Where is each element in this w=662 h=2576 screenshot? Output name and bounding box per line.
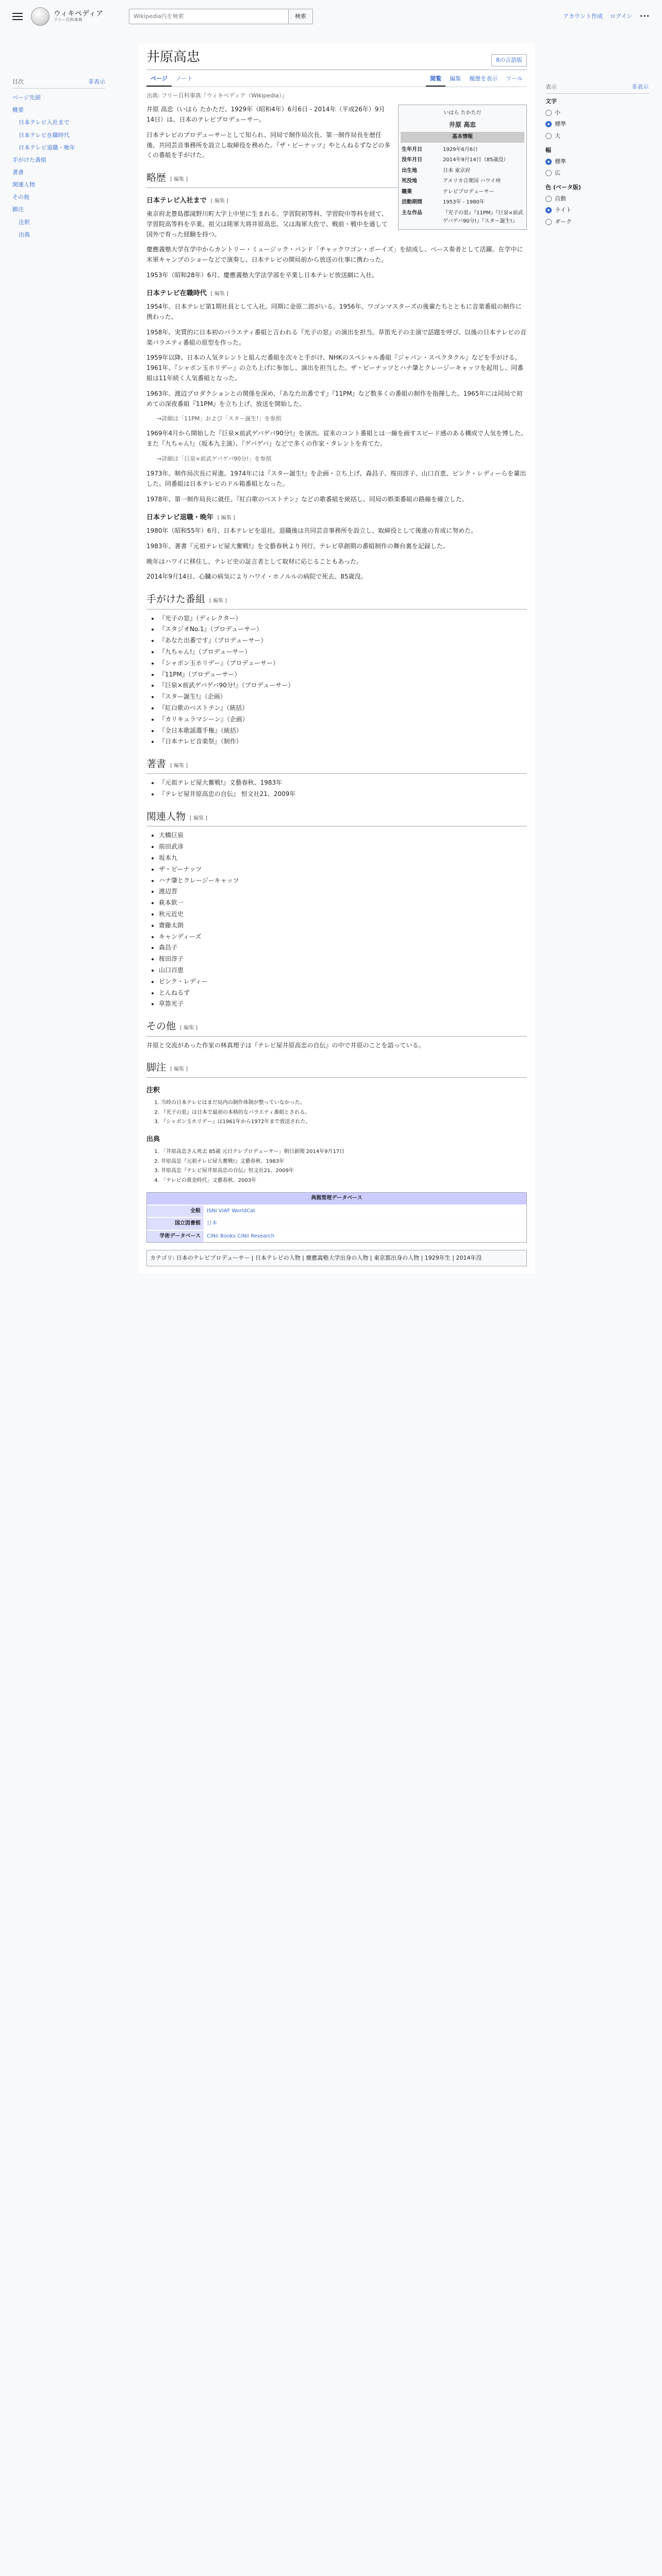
navbox-key: 学術データベース: [147, 1230, 204, 1243]
section-related-title: 関連人物: [146, 811, 186, 823]
infobox-section: 基本情報: [401, 132, 524, 143]
edit-link[interactable]: [ 編集 ]: [170, 763, 188, 769]
infobox-name: 井原 高忠: [449, 121, 476, 128]
site-sub: 出典: フリー百科事典『ウィキペディア（Wikipedia）』: [146, 92, 288, 99]
tab-history[interactable]: 履歴を表示: [469, 75, 498, 82]
paragraph: 1978年、第一制作局長に就任。『紅白歌のベストテン』などの歌番組を統括し、同局の娯楽番組の路線を確立した。: [146, 495, 468, 503]
list-item[interactable]: • ハナ肇とクレージーキャッツ: [159, 876, 527, 886]
section-books: [146, 756, 527, 774]
list-item: • 『九ちゃん!』（プロデューサー）: [159, 647, 527, 657]
list-item: • 『テレビ屋井原高忠の自伝』 恒文社21、2009年: [159, 789, 527, 800]
tab-read[interactable]: 閲覧: [426, 72, 445, 87]
text-small-radio[interactable]: [545, 110, 552, 116]
section-pre-title: 日本テレビ入社まで: [146, 196, 207, 205]
edit-link[interactable]: [ 編集 ]: [190, 816, 208, 822]
page-tabs: [146, 72, 527, 87]
edit-link[interactable]: [ 編集 ]: [209, 598, 227, 604]
toc-list: [12, 92, 105, 241]
list-item: 3. 『シャボン玉ホリデー』は1961年から1972年まで放送された。: [161, 1118, 527, 1127]
hatnote[interactable]: →詳細は「11PM」および「スター誕生!」を参照: [157, 415, 282, 422]
toc-item[interactable]: 手がけた番組: [12, 156, 46, 163]
language-button[interactable]: 8の言語版: [491, 54, 527, 66]
edit-link[interactable]: [ 編集 ]: [210, 291, 228, 297]
list-item: 2. 井原高忠『元祖テレビ屋大奮戦!』文藝春秋、1983年: [161, 1158, 527, 1166]
paragraph: 慶應義塾大学在学中からカントリー・ミュージック・バンド「チャックワゴン・ボーイズ」を結成し、ベース奏者として活躍。在学中に米軍キャンプのショーなどで演奏し、日本テレビの開局前から放送の仕事に携わった。: [146, 246, 523, 264]
text-size-label: 文字: [545, 98, 557, 105]
width-wide-label: 広: [555, 169, 560, 176]
width-standard-label: 標準: [555, 158, 566, 165]
section-overview-title: 略歴: [146, 172, 167, 184]
appearance-hide-button[interactable]: 非表示: [632, 83, 649, 90]
list-item[interactable]: • キャンディーズ: [159, 932, 527, 942]
infobox-key: 生年月日: [402, 146, 422, 152]
list-item[interactable]: • 秋元近史: [159, 909, 527, 920]
toc-item[interactable]: 日本テレビ退職・晩年: [19, 144, 75, 151]
toc-heading: 目次: [12, 78, 24, 85]
infobox-row: [401, 176, 524, 187]
section-misc-title: その他: [146, 1021, 176, 1032]
list-item[interactable]: • ザ・ピーナッツ: [159, 865, 527, 875]
hatnote[interactable]: →詳細は「巨泉×前武ゲバゲバ90分!」を参照: [157, 455, 272, 463]
section-programs: [146, 591, 527, 609]
edit-link[interactable]: [ 編集 ]: [170, 1066, 188, 1073]
books-list: [159, 778, 527, 800]
login-link[interactable]: ログイン: [610, 12, 633, 20]
list-item: • 『カリキュラマシーン』（企画）: [159, 715, 527, 725]
navbox-value[interactable]: 日本: [204, 1217, 526, 1230]
toc-item[interactable]: 脚注: [12, 206, 24, 213]
site-header: [0, 0, 662, 33]
infobox-value: 日本 東京府: [443, 167, 471, 174]
navbox-row: [147, 1217, 526, 1230]
edit-link[interactable]: [ 編集 ]: [170, 177, 188, 183]
programs-list: [159, 614, 527, 748]
infobox-table: [401, 145, 524, 227]
list-item: • 『あなた出番です』（プロデューサー）: [159, 636, 527, 646]
list-item[interactable]: • 山口百恵: [159, 965, 527, 976]
toc-sidebar: [12, 77, 105, 241]
toc-item[interactable]: 関連人物: [12, 181, 35, 189]
references-list: [161, 1148, 527, 1185]
list-item: • 『日本テレビ音楽祭』（制作）: [159, 737, 527, 747]
infobox-value: 2014年9月14日（85歳没）: [443, 157, 509, 163]
infobox-row: [401, 197, 524, 208]
page-title-bar: [146, 43, 527, 70]
paragraph: 1969年4月から開始した『巨泉×前武ゲバゲバ90分!』を演出。従来のコント番組とは一線を画すスピード感のある構成で人気を博した。また『九ちゃん!』（坂本九主演）、『ゲバゲバ』などで多くの作家・タレントを育てた。: [146, 430, 527, 448]
paragraph: 1958年、実質的に日本初のバラエティ番組と言われる『光子の窓』の演出を担当。草笛光子の主演で話題を呼び、以後の日本テレビの音楽バラエティ番組の原型を作った。: [146, 328, 526, 346]
infobox-row: [401, 155, 524, 166]
list-item: • 『スター誕生!』（企画）: [159, 692, 527, 702]
list-item[interactable]: • 大橋巨泉: [159, 831, 527, 841]
section-notes-title: 脚注: [146, 1062, 167, 1074]
infobox-key: 職業: [402, 189, 412, 195]
lead-paragraph-2: 日本テレビのプロデューサーとして知られ、同局で制作局次長、第一制作局長を歴任後、共同芸音事務所を設立し取締役を務めた。『ザ・ピーナッツ』やとんねるずなどの多くの番組を手がけた。: [146, 131, 391, 159]
globe-logo-icon: [31, 7, 49, 26]
appearance-panel: [545, 77, 649, 229]
article-body: [138, 43, 535, 1274]
paragraph: 東京府北豊島郡滝野川町大字上中里に生まれる。学習院初等科、学習院中等科を経て、学習院高等科を卒業。祖父は陸軍大将井原高忠、父は海軍大佐で、戦前・戦中を通して国外で育った経験を持つ。: [146, 210, 388, 238]
list-item: • 『シャボン玉ホリデー』（プロデューサー）: [159, 658, 527, 669]
edit-link[interactable]: [ 編集 ]: [217, 515, 235, 521]
page-title: 井原高忠: [146, 49, 201, 65]
paragraph: 1980年（昭和55年）6月、日本テレビを退社。退職後は共同芸音事務所を設立し、取締役として後進の育成に努めた。: [146, 527, 477, 535]
list-item: • 『全日本歌謡選手権』（統括）: [159, 726, 527, 736]
infobox-row: [401, 208, 524, 227]
color-auto-label: 自動: [555, 195, 566, 202]
infobox-value: アメリカ合衆国 ハワイ州: [443, 178, 501, 184]
list-item: • 『11PM』（プロデューサー）: [159, 670, 527, 680]
paragraph: 晩年はハワイに移住し、テレビ史の証言者として取材に応じることもあった。: [146, 557, 363, 565]
color-dark-label: ダーク: [555, 218, 572, 225]
list-item[interactable]: • ピンク・レディー: [159, 977, 527, 987]
paragraph: 1983年、著書『元祖テレビ屋大奮戦!』を文藝春秋より刊行。テレビ草創期の番組制作の舞台裏を記録した。: [146, 542, 449, 550]
list-item: 1. 当時の日本テレビはまだ局内の制作体制が整っていなかった。: [161, 1099, 527, 1108]
list-item: • 『光子の窓』（ディレクター）: [159, 614, 527, 624]
edit-link[interactable]: [ 編集 ]: [180, 1025, 198, 1031]
navbox-row: [147, 1230, 526, 1243]
list-item[interactable]: • 坂本九: [159, 853, 527, 863]
navbox-value[interactable]: ISNI VIAF WorldCat: [204, 1205, 526, 1218]
toc-item[interactable]: 著書: [12, 168, 24, 176]
tab-tools[interactable]: ツール: [506, 75, 523, 82]
infobox-key: 死没地: [402, 178, 417, 184]
list-item[interactable]: • 草笛光子: [159, 999, 527, 1009]
toc-hide-button[interactable]: 非表示: [88, 78, 105, 85]
category-links[interactable]: カテゴリ: 日本のテレビプロデューサー | 日本テレビの人物 | 慶應義塾大学出身の人物 | 東京都出身の人物 | 1929年生 | 2014年没: [146, 1250, 527, 1266]
user-links: [563, 12, 650, 21]
color-auto-radio[interactable]: [545, 196, 552, 202]
list-item: • 『元祖テレビ屋大奮戦!』文藝春秋、1983年: [159, 778, 527, 788]
infobox-key: 出生地: [402, 167, 417, 174]
section-after: [146, 512, 527, 523]
navbox-value[interactable]: CiNii Books CiNii Research: [204, 1230, 526, 1243]
infobox-value: テレビプロデューサー: [443, 189, 494, 195]
list-item: • 『紅白歌のベストテン』（統括）: [159, 703, 527, 714]
section-related: [146, 809, 527, 826]
list-item: 3. 井原高忠『テレビ屋井原高忠の自伝』恒文社21、2009年: [161, 1167, 527, 1176]
color-dark-radio[interactable]: [545, 219, 552, 225]
lead-paragraph: 井原 高忠（いはら たかただ、1929年（昭和4年）6月6日 - 2014年（平成26年）9月14日）は、日本のテレビプロデューサー。: [146, 106, 385, 123]
infobox-row: [401, 166, 524, 177]
tab-talk[interactable]: ノート: [175, 75, 193, 82]
create-account-link[interactable]: アカウント作成: [563, 12, 603, 20]
infobox-key: 没年月日: [402, 157, 422, 163]
navbox-key: 全般: [147, 1205, 204, 1218]
infobox-row: [401, 145, 524, 156]
text-standard-radio[interactable]: [545, 121, 552, 127]
section-ntv: [146, 288, 527, 299]
navbox-row: [147, 1205, 526, 1218]
infobox-row: [401, 187, 524, 198]
toc-item[interactable]: 日本テレビ在職時代: [19, 131, 70, 139]
infobox: [398, 105, 527, 230]
notes-list: [161, 1099, 527, 1127]
section-misc: [146, 1019, 527, 1036]
wordmark: ウィキペディア: [54, 9, 104, 18]
infobox-value: 1953年 - 1980年: [443, 199, 485, 206]
search-button[interactable]: 検索: [289, 9, 313, 24]
list-item[interactable]: • 前田武彦: [159, 842, 527, 852]
search-input[interactable]: Wikipedia内を検索: [129, 9, 289, 24]
paragraph: 1954年、日本テレビ第1期社員として入社。同期に金原二郎がいる。1956年、ワゴンマスターズの後輩たちとともに音楽番組の制作に携わった。: [146, 303, 522, 320]
paragraph: 1973年、制作局次長に昇進。1974年には『スター誕生!』を企画・立ち上げ、森昌子、桜田淳子、山口百恵、ピンク・レディーらを輩出した。同番組は日本テレビのドル箱番組となった。: [146, 470, 526, 487]
infobox-key: 主な作品: [402, 210, 422, 216]
width-wide-radio[interactable]: [545, 170, 552, 176]
toc-item[interactable]: 出典: [19, 231, 30, 238]
list-item: 2. 『光子の窓』は日本で最初の本格的なバラエティ番組とされる。: [161, 1109, 527, 1117]
infobox-reading: いはら たかただ: [443, 110, 482, 116]
appearance-heading: 表示: [545, 83, 557, 90]
list-item[interactable]: • 渡辺晋: [159, 887, 527, 897]
paragraph: 1963年、渡辺プロダクションとの関係を深め、『あなた出番です』『11PM』など数多くの番組の制作を指揮した。1965年には同局で初めての深夜番組『11PM』を立ち上げ、放送を開始した。: [146, 389, 523, 408]
navbox-key: 国立図書館: [147, 1217, 204, 1230]
tab-edit[interactable]: 編集: [450, 75, 461, 82]
list-item: • 『巨泉×前武ゲバゲバ90分!』（プロデューサー）: [159, 681, 527, 691]
paragraph: 2014年9月14日、心臓の病気によりハワイ・ホノルルの病院で死去。85歳没。: [146, 573, 367, 581]
authority-navbox: [146, 1192, 527, 1243]
related-list: [159, 831, 527, 1009]
navbox-title: 典拠管理データベース: [147, 1193, 526, 1205]
toc-item[interactable]: その他: [12, 194, 29, 201]
list-item[interactable]: • 森昌子: [159, 943, 527, 953]
toc-item[interactable]: ページ先頭: [12, 94, 41, 101]
list-item: 1. 「井原高忠さん死去 85歳 元日テレプロデューサー」朝日新聞 2014年9月17日: [161, 1148, 527, 1157]
toc-item[interactable]: 日本テレビ入社まで: [19, 119, 70, 126]
section-notes-a: 注釈: [146, 1086, 160, 1094]
tagline: フリー百科事典: [54, 18, 82, 23]
menu-icon[interactable]: [12, 13, 23, 20]
list-item: • 『スタジオNo.1』（プロデューサー）: [159, 624, 527, 635]
list-item[interactable]: • 桜田淳子: [159, 954, 527, 964]
infobox-value: 1929年6月6日: [443, 146, 478, 152]
list-item[interactable]: • 萩本欽一: [159, 898, 527, 908]
color-label: 色 (ベータ版): [545, 184, 581, 191]
width-label: 幅: [545, 146, 551, 154]
section-notes-b: 出典: [146, 1135, 160, 1143]
color-light-radio[interactable]: [545, 207, 552, 213]
section-after-title: 日本テレビ退職・晩年: [146, 513, 213, 521]
list-item[interactable]: • 齋藤太朗: [159, 921, 527, 931]
site-logo[interactable]: [31, 7, 108, 26]
section-books-title: 著書: [146, 758, 167, 770]
list-item[interactable]: • とんねるず: [159, 988, 527, 998]
text-large-label: 大: [555, 132, 560, 139]
section-programs-title: 手がけた番組: [146, 594, 206, 605]
width-standard-radio[interactable]: [545, 159, 552, 165]
section-notes: [146, 1060, 527, 1077]
edit-link[interactable]: [ 編集 ]: [210, 198, 228, 204]
list-item: 4. 「テレビの黄金時代」文藝春秋、2003年: [161, 1177, 527, 1185]
toc-item[interactable]: 注釈: [19, 218, 30, 226]
navbox-table: [147, 1205, 526, 1243]
toc-item[interactable]: 概要: [12, 107, 24, 114]
text-large-radio[interactable]: [545, 133, 552, 139]
infobox-key: 活動期間: [402, 199, 422, 206]
more-icon[interactable]: •••: [639, 12, 650, 20]
infobox-value: 『光子の窓』『11PM』『巨泉×前武ゲバゲバ90分!』『スター誕生!』: [443, 210, 523, 225]
tab-page[interactable]: ページ: [146, 72, 172, 87]
paragraph: 井原と交流があった作家の林真理子は『テレビ屋井原高忠の自伝』の中で井原のことを語っている。: [146, 1041, 425, 1049]
paragraph: 1953年（昭和28年）6月、慶應義塾大学法学部を卒業し日本テレビ放送網に入社。: [146, 271, 378, 279]
color-light-label: ライト: [555, 207, 572, 214]
section-ntv-title: 日本テレビ在職時代: [146, 289, 207, 297]
paragraph: 1959年以降、日本の人気タレントと組んだ番組を次々と手がけ、NHKのスペシャル番組『ジャパン・スペクタクル』などを手がける。1961年、『シャボン玉ホリデー』の立ち上げに参加し、演出を担当した。ザ・ピーナッツとハナ肇とクレージーキャッツを起用し、同番組は11年続く人気番組となった。: [146, 354, 524, 382]
text-small-label: 小: [555, 109, 560, 116]
text-standard-label: 標準: [555, 121, 566, 128]
